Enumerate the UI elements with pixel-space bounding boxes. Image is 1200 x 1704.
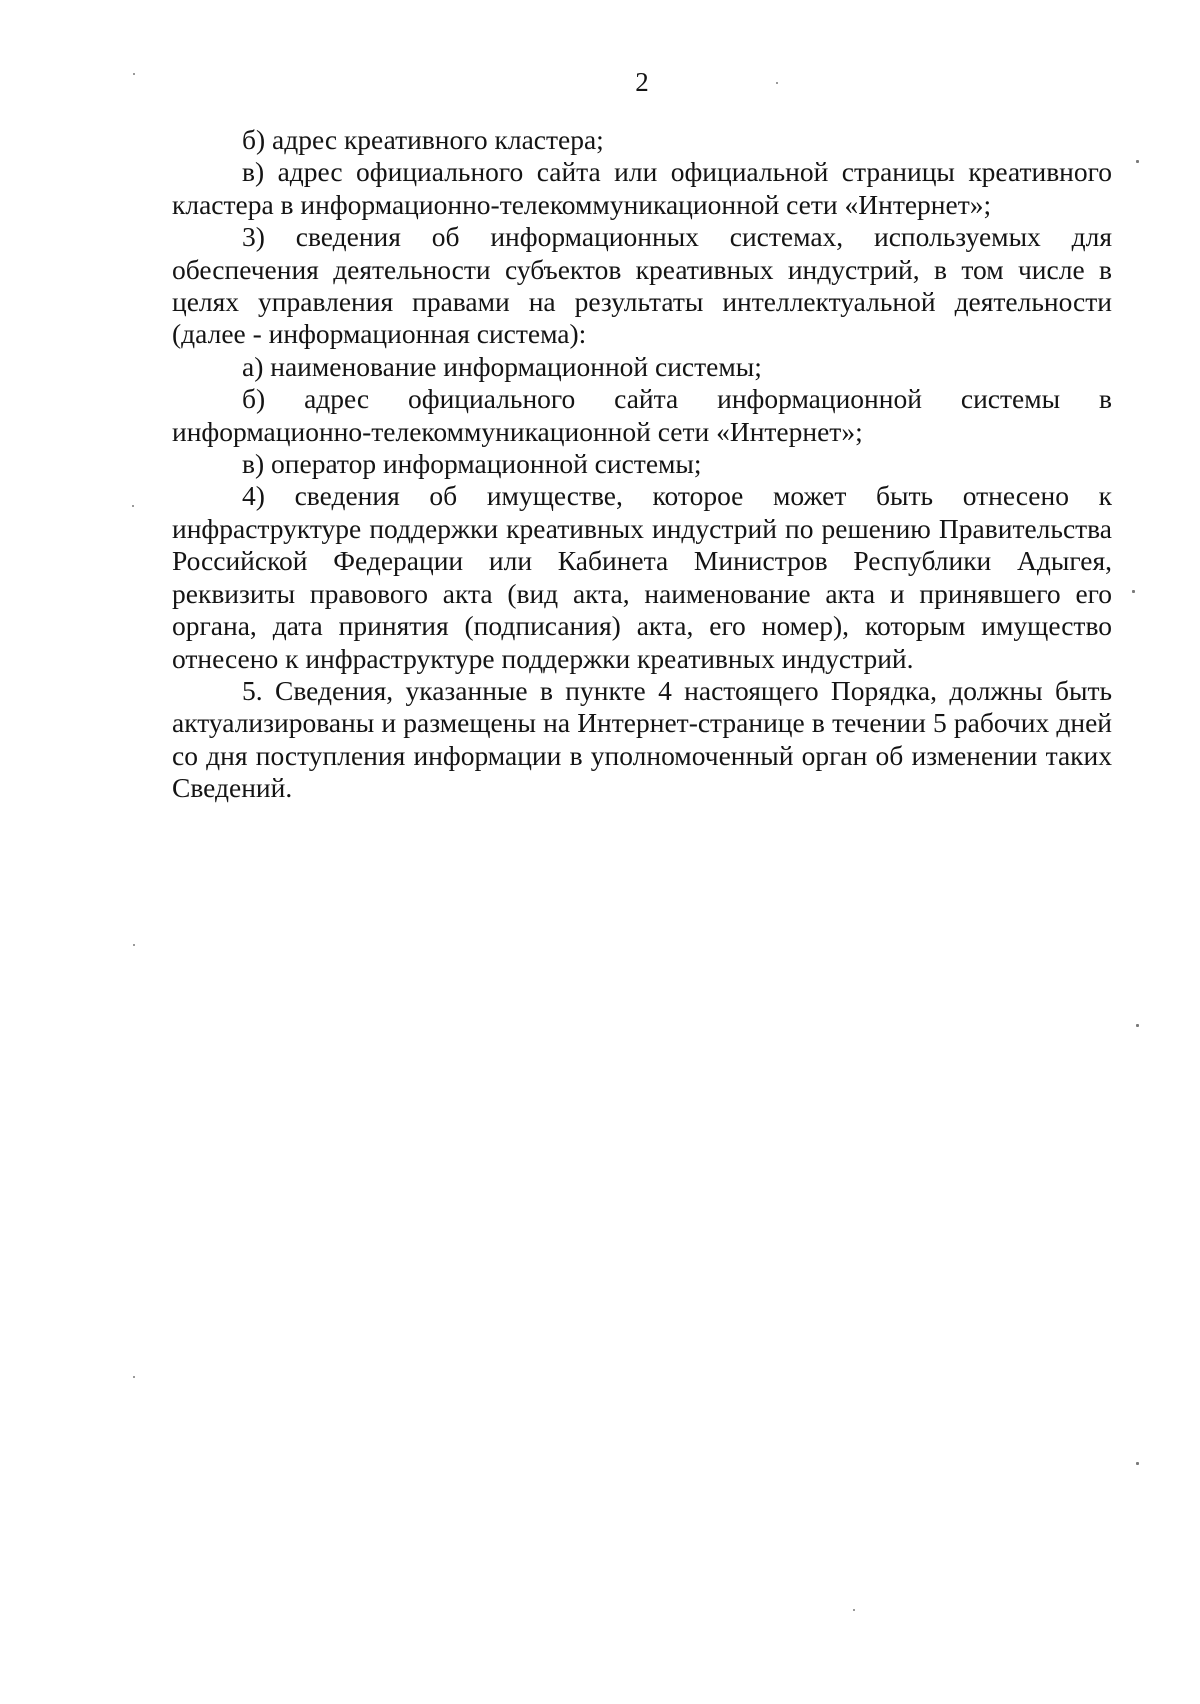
paragraph-system-operator: в) оператор информационной системы; bbox=[242, 448, 702, 480]
scan-speck bbox=[133, 944, 135, 946]
scan-speck bbox=[1132, 590, 1135, 593]
scan-speck bbox=[853, 1609, 855, 1611]
scan-speck bbox=[1136, 160, 1139, 163]
document-body bbox=[172, 124, 1112, 805]
scan-speck bbox=[776, 82, 778, 84]
scan-speck bbox=[133, 73, 135, 75]
paragraph-system-website: б) адрес официального сайта информационной системы в информационно-телекоммуникационной сети «Интернет»; bbox=[172, 383, 1112, 447]
scan-speck bbox=[132, 505, 134, 507]
paragraph-cluster-address: б) адрес креативного кластера; bbox=[242, 124, 604, 155]
scan-speck bbox=[1136, 1462, 1139, 1465]
page-number: 2 bbox=[635, 67, 649, 97]
scan-speck bbox=[133, 1376, 135, 1378]
scan-speck bbox=[1136, 1024, 1139, 1027]
paragraph-cluster-website: в) адрес официального сайта или официальной страницы креативного кластера в информационно-телекоммуникационной сети «Интернет»; bbox=[172, 156, 1112, 220]
paragraph-property-info: 4) сведения об имуществе, которое может быть отнесено к инфраструктуре поддержки креативных индустрий по решению Правительства Российской Федерации или Кабинета Министров Республики Адыгея, реквизиты правового акта (вид акта, наименование акта и принявшего его органа, дата принятия (подписания) акта, его номер), которым имущество отнесено к инфраструктуре поддержки креативных индустрий. bbox=[172, 480, 1112, 674]
paragraph-system-name: а) наименование информационной системы; bbox=[242, 350, 762, 382]
paragraph-update-requirement: 5. Сведения, указанные в пункте 4 настоящего Порядка, должны быть актуализированы и размещены на Интернет-странице в течении 5 рабочих дней со дня поступления информации в уполномоченный орган об изменении таких Сведений. bbox=[172, 674, 1112, 804]
paragraph-information-systems: 3) сведения об информационных системах, используемых для обеспечения деятельности субъектов креативных индустрий, в том числе в целях управления правами на результаты интеллектуальной деятельности (далее - информационная система): bbox=[172, 221, 1112, 350]
